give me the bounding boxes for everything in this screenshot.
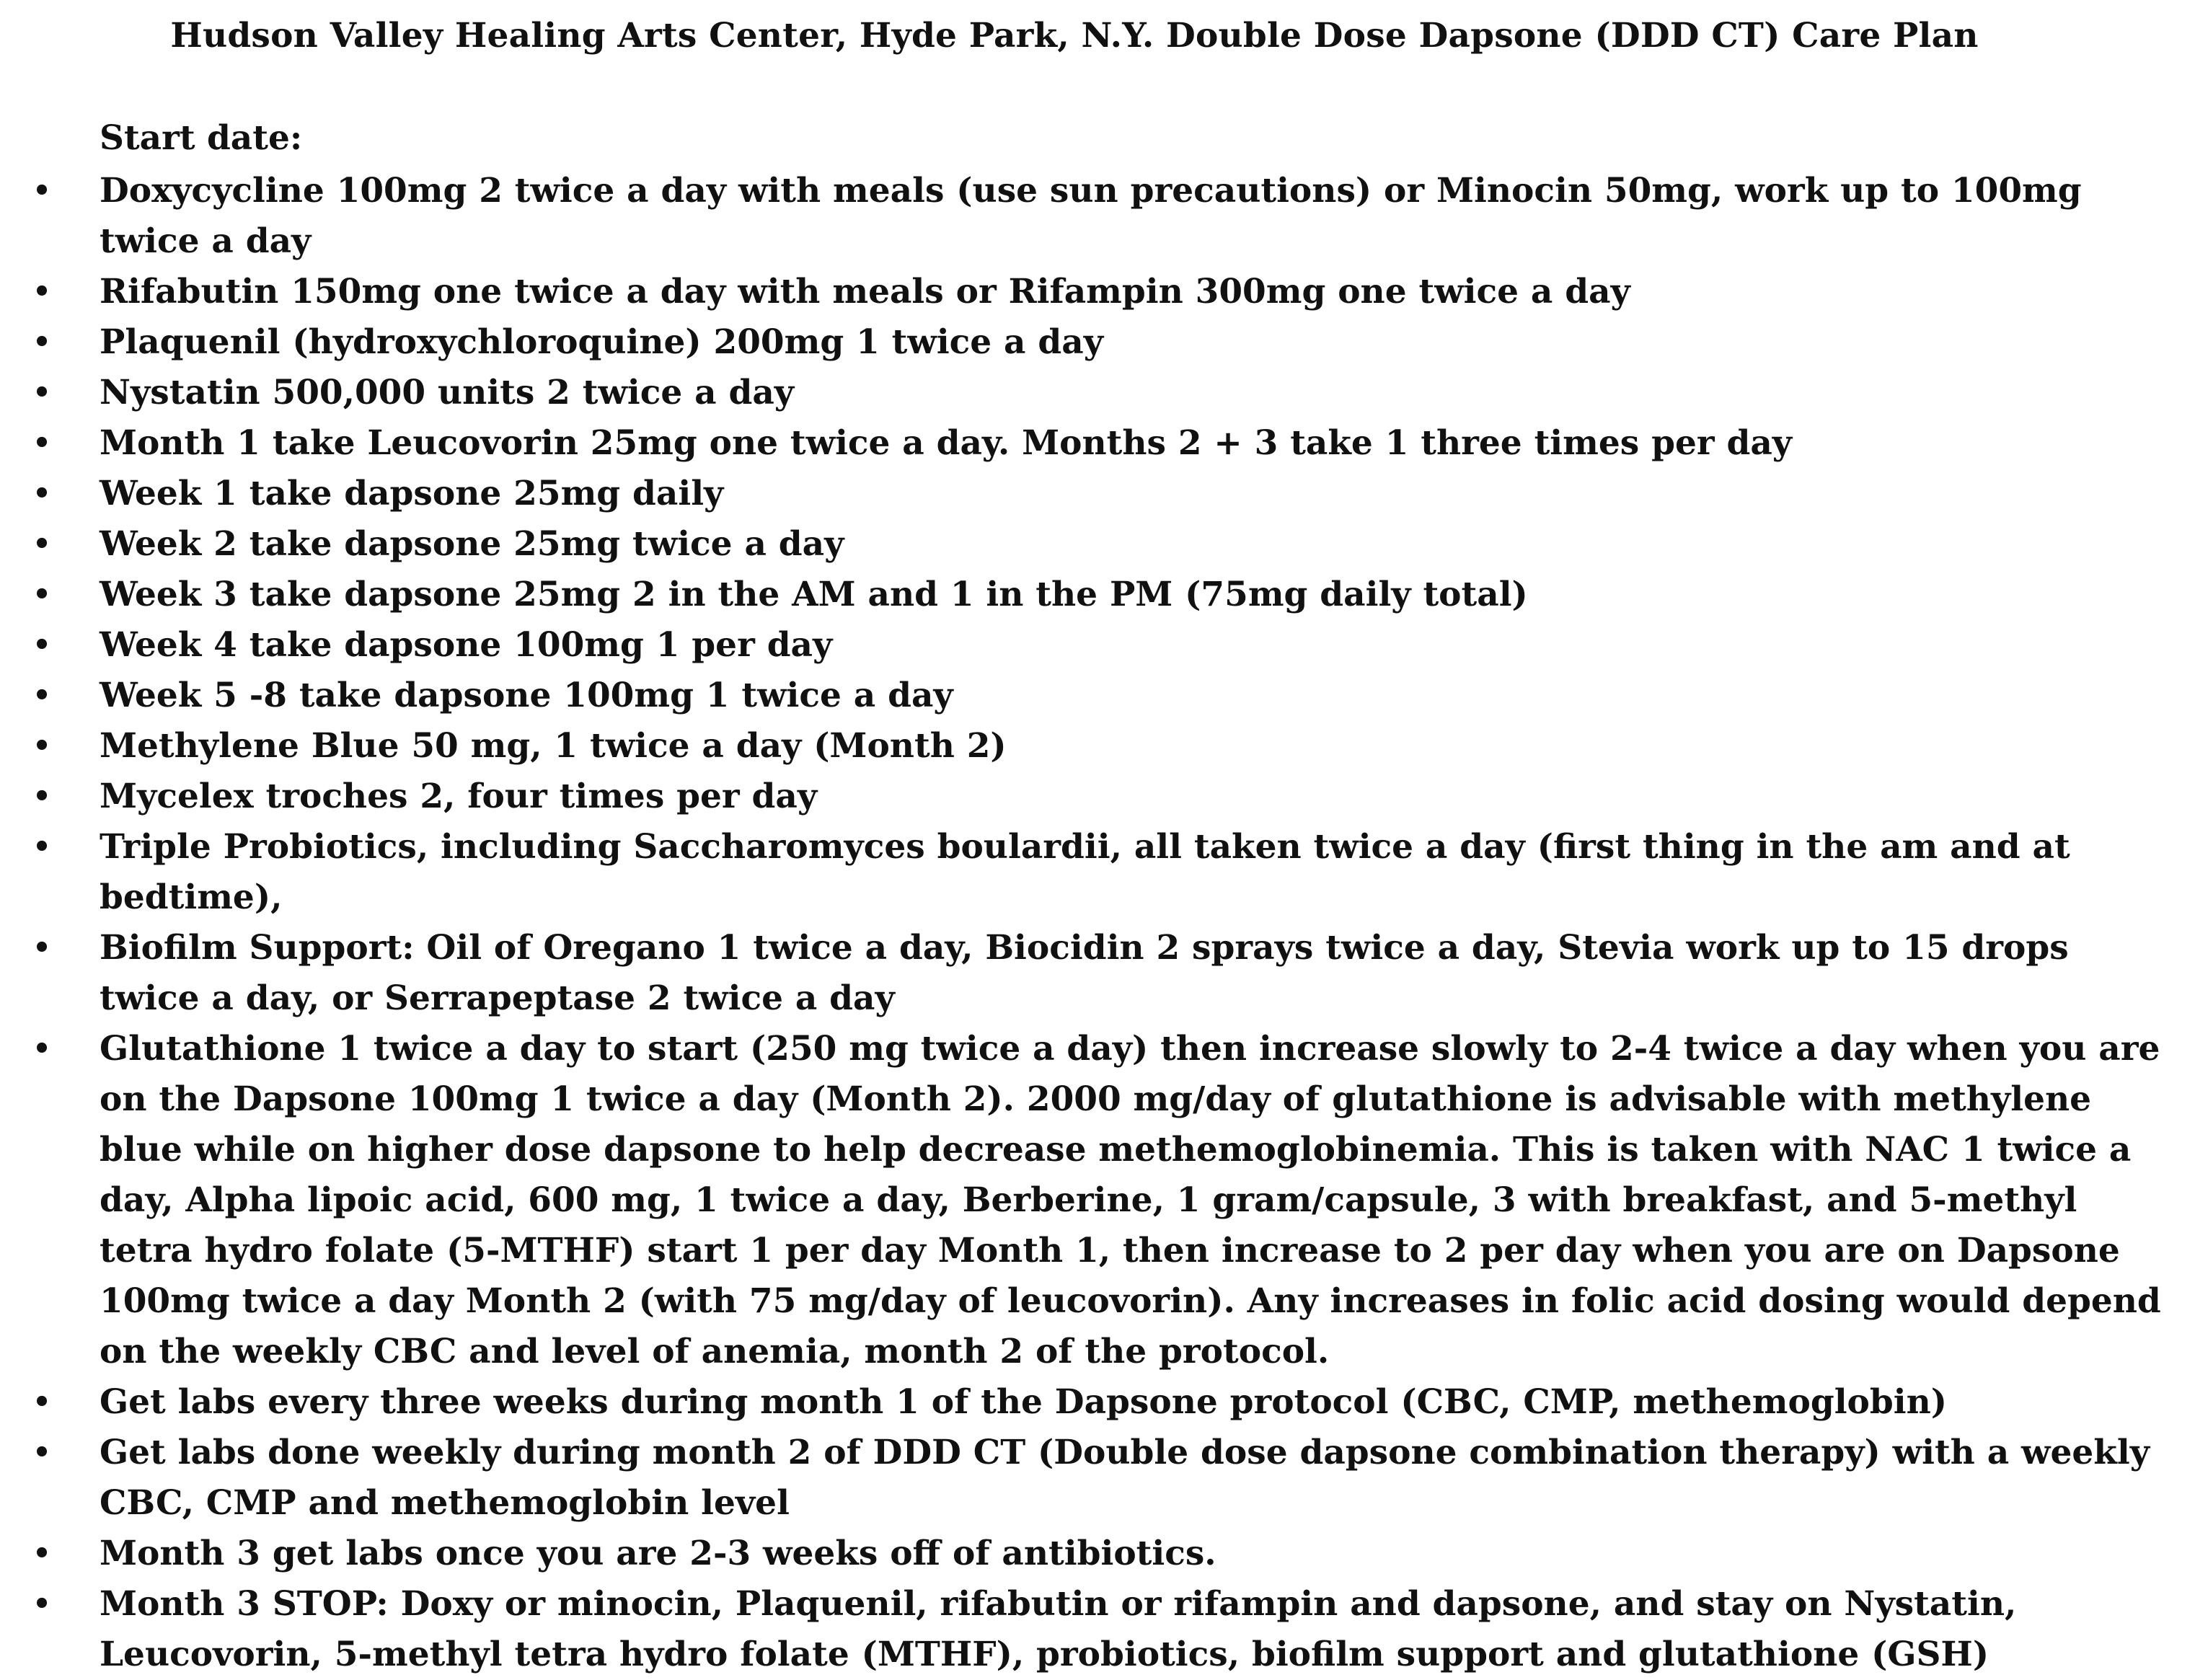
list-item bbox=[0, 1529, 2176, 1579]
list-item bbox=[0, 1579, 2176, 1680]
bullet-icon: • bbox=[32, 931, 51, 965]
bullet-icon: • bbox=[32, 1537, 51, 1570]
bullet-icon: • bbox=[32, 376, 51, 410]
list-item bbox=[0, 1377, 2176, 1428]
bullet-icon: • bbox=[32, 1436, 51, 1469]
bullet-icon: • bbox=[32, 325, 51, 359]
list-item-text: Rifabutin 150mg one twice a day with meals or Rifampin 300mg one twice a day bbox=[100, 272, 1630, 311]
list-item bbox=[0, 1428, 2176, 1529]
bullet-icon: • bbox=[32, 426, 51, 460]
list-item-text: Week 1 take dapsone 25mg daily bbox=[100, 474, 724, 513]
bullet-icon: • bbox=[32, 729, 51, 763]
list-item-text: Get labs every three weeks during month 1 of the Dapsone protocol (CBC, CMP, methemoglobin) bbox=[100, 1382, 1948, 1422]
list-item bbox=[0, 1024, 2176, 1377]
bullet-icon: • bbox=[32, 779, 51, 813]
list-item bbox=[0, 570, 2176, 620]
list-item-text: Methylene Blue 50 mg, 1 twice a day (Month 2) bbox=[100, 726, 1007, 766]
list-item-text: Mycelex troches 2, four times per day bbox=[100, 777, 818, 816]
bullet-icon: • bbox=[32, 1587, 51, 1621]
bullet-icon: • bbox=[32, 477, 51, 510]
list-item bbox=[0, 267, 2176, 317]
list-item-text: Month 1 take Leucovorin 25mg one twice a day. Months 2 + 3 take 1 three times per day bbox=[100, 423, 1793, 463]
care-plan-list bbox=[0, 166, 2195, 1680]
list-item-text: Glutathione 1 twice a day to start (250 mg twice a day) then increase slowly to 2-4 twice a day when you are on the Dapsone 100mg 1 twice a day (Month 2). 2000 mg/day of glutathione is advisable with methylene blue while on higher dose dapsone to help decrease methemoglobinemia. This is taken with NAC 1 twice a day, Alpha lipoic acid, 600 mg, 1 twice a day, Berberine, 1 gram/capsule, 3 with breakfast, and 5-methyl tetra hydro folate (5-MTHF) start 1 per day Month 1, then increase to 2 per day when you are on Dapsone 100mg twice a day Month 2 (with 75 mg/day of leucovorin). Any increases in folic acid dosing would depend on the weekly CBC and level of anemia, month 2 of the protocol. bbox=[100, 1029, 2161, 1371]
bullet-icon: • bbox=[32, 830, 51, 864]
list-item-text: Week 2 take dapsone 25mg twice a day bbox=[100, 524, 844, 564]
list-item bbox=[0, 620, 2176, 671]
bullet-icon: • bbox=[32, 628, 51, 662]
bullet-icon: • bbox=[32, 275, 51, 309]
list-item bbox=[0, 469, 2176, 519]
start-date-label: Start date: bbox=[100, 118, 303, 158]
list-item-text: Week 3 take dapsone 25mg 2 in the AM and 1 in the PM (75mg daily total) bbox=[100, 575, 1528, 614]
list-item-text: Doxycycline 100mg 2 twice a day with meals (use sun precautions) or Minocin 50mg, work up to 100mg twice a day bbox=[100, 171, 2082, 261]
list-item bbox=[0, 368, 2176, 418]
list-item bbox=[0, 519, 2176, 570]
list-item-text: Plaquenil (hydroxychloroquine) 200mg 1 twice a day bbox=[100, 322, 1104, 362]
list-item-text: Triple Probiotics, including Saccharomyces boulardii, all taken twice a day (first thing in the am and at bedtime), bbox=[100, 827, 2070, 917]
list-item bbox=[0, 923, 2176, 1024]
list-item-text: Week 5 -8 take dapsone 100mg 1 twice a day bbox=[100, 676, 953, 715]
list-item-text: Nystatin 500,000 units 2 twice a day bbox=[100, 373, 795, 412]
list-item bbox=[0, 772, 2176, 822]
list-item bbox=[0, 166, 2176, 267]
bullet-icon: • bbox=[32, 678, 51, 712]
list-item bbox=[0, 418, 2176, 469]
bullet-icon: • bbox=[32, 527, 51, 561]
list-item-text: Week 4 take dapsone 100mg 1 per day bbox=[100, 625, 833, 665]
bullet-icon: • bbox=[32, 1385, 51, 1419]
list-item bbox=[0, 822, 2176, 923]
list-item bbox=[0, 317, 2176, 368]
document-title: Hudson Valley Healing Arts Center, Hyde Park, N.Y. Double Dose Dapsone (DDD CT) Care Plan bbox=[170, 16, 1979, 56]
bullet-icon: • bbox=[32, 578, 51, 611]
list-item-text: Month 3 get labs once you are 2-3 weeks off of antibiotics. bbox=[100, 1534, 1216, 1573]
list-item-text: Get labs done weekly during month 2 of DDD CT (Double dose dapsone combination therapy) with a weekly CBC, CMP and methemoglobin level bbox=[100, 1433, 2150, 1523]
bullet-icon: • bbox=[32, 1032, 51, 1066]
list-item bbox=[0, 671, 2176, 721]
bullet-icon: • bbox=[32, 174, 51, 208]
list-item-text: Month 3 STOP: Doxy or minocin, Plaquenil, rifabutin or rifampin and dapsone, and stay on Nystatin, Leucovorin, 5-methyl tetra hydro folate (MTHF), probiotics, biofilm support and glutathione (GSH) bbox=[100, 1584, 2017, 1674]
list-item-text: Biofilm Support: Oil of Oregano 1 twice a day, Biocidin 2 sprays twice a day, Stevia work up to 15 drops twice a day, or Serrapeptase 2 twice a day bbox=[100, 928, 2069, 1018]
list-item bbox=[0, 721, 2176, 772]
